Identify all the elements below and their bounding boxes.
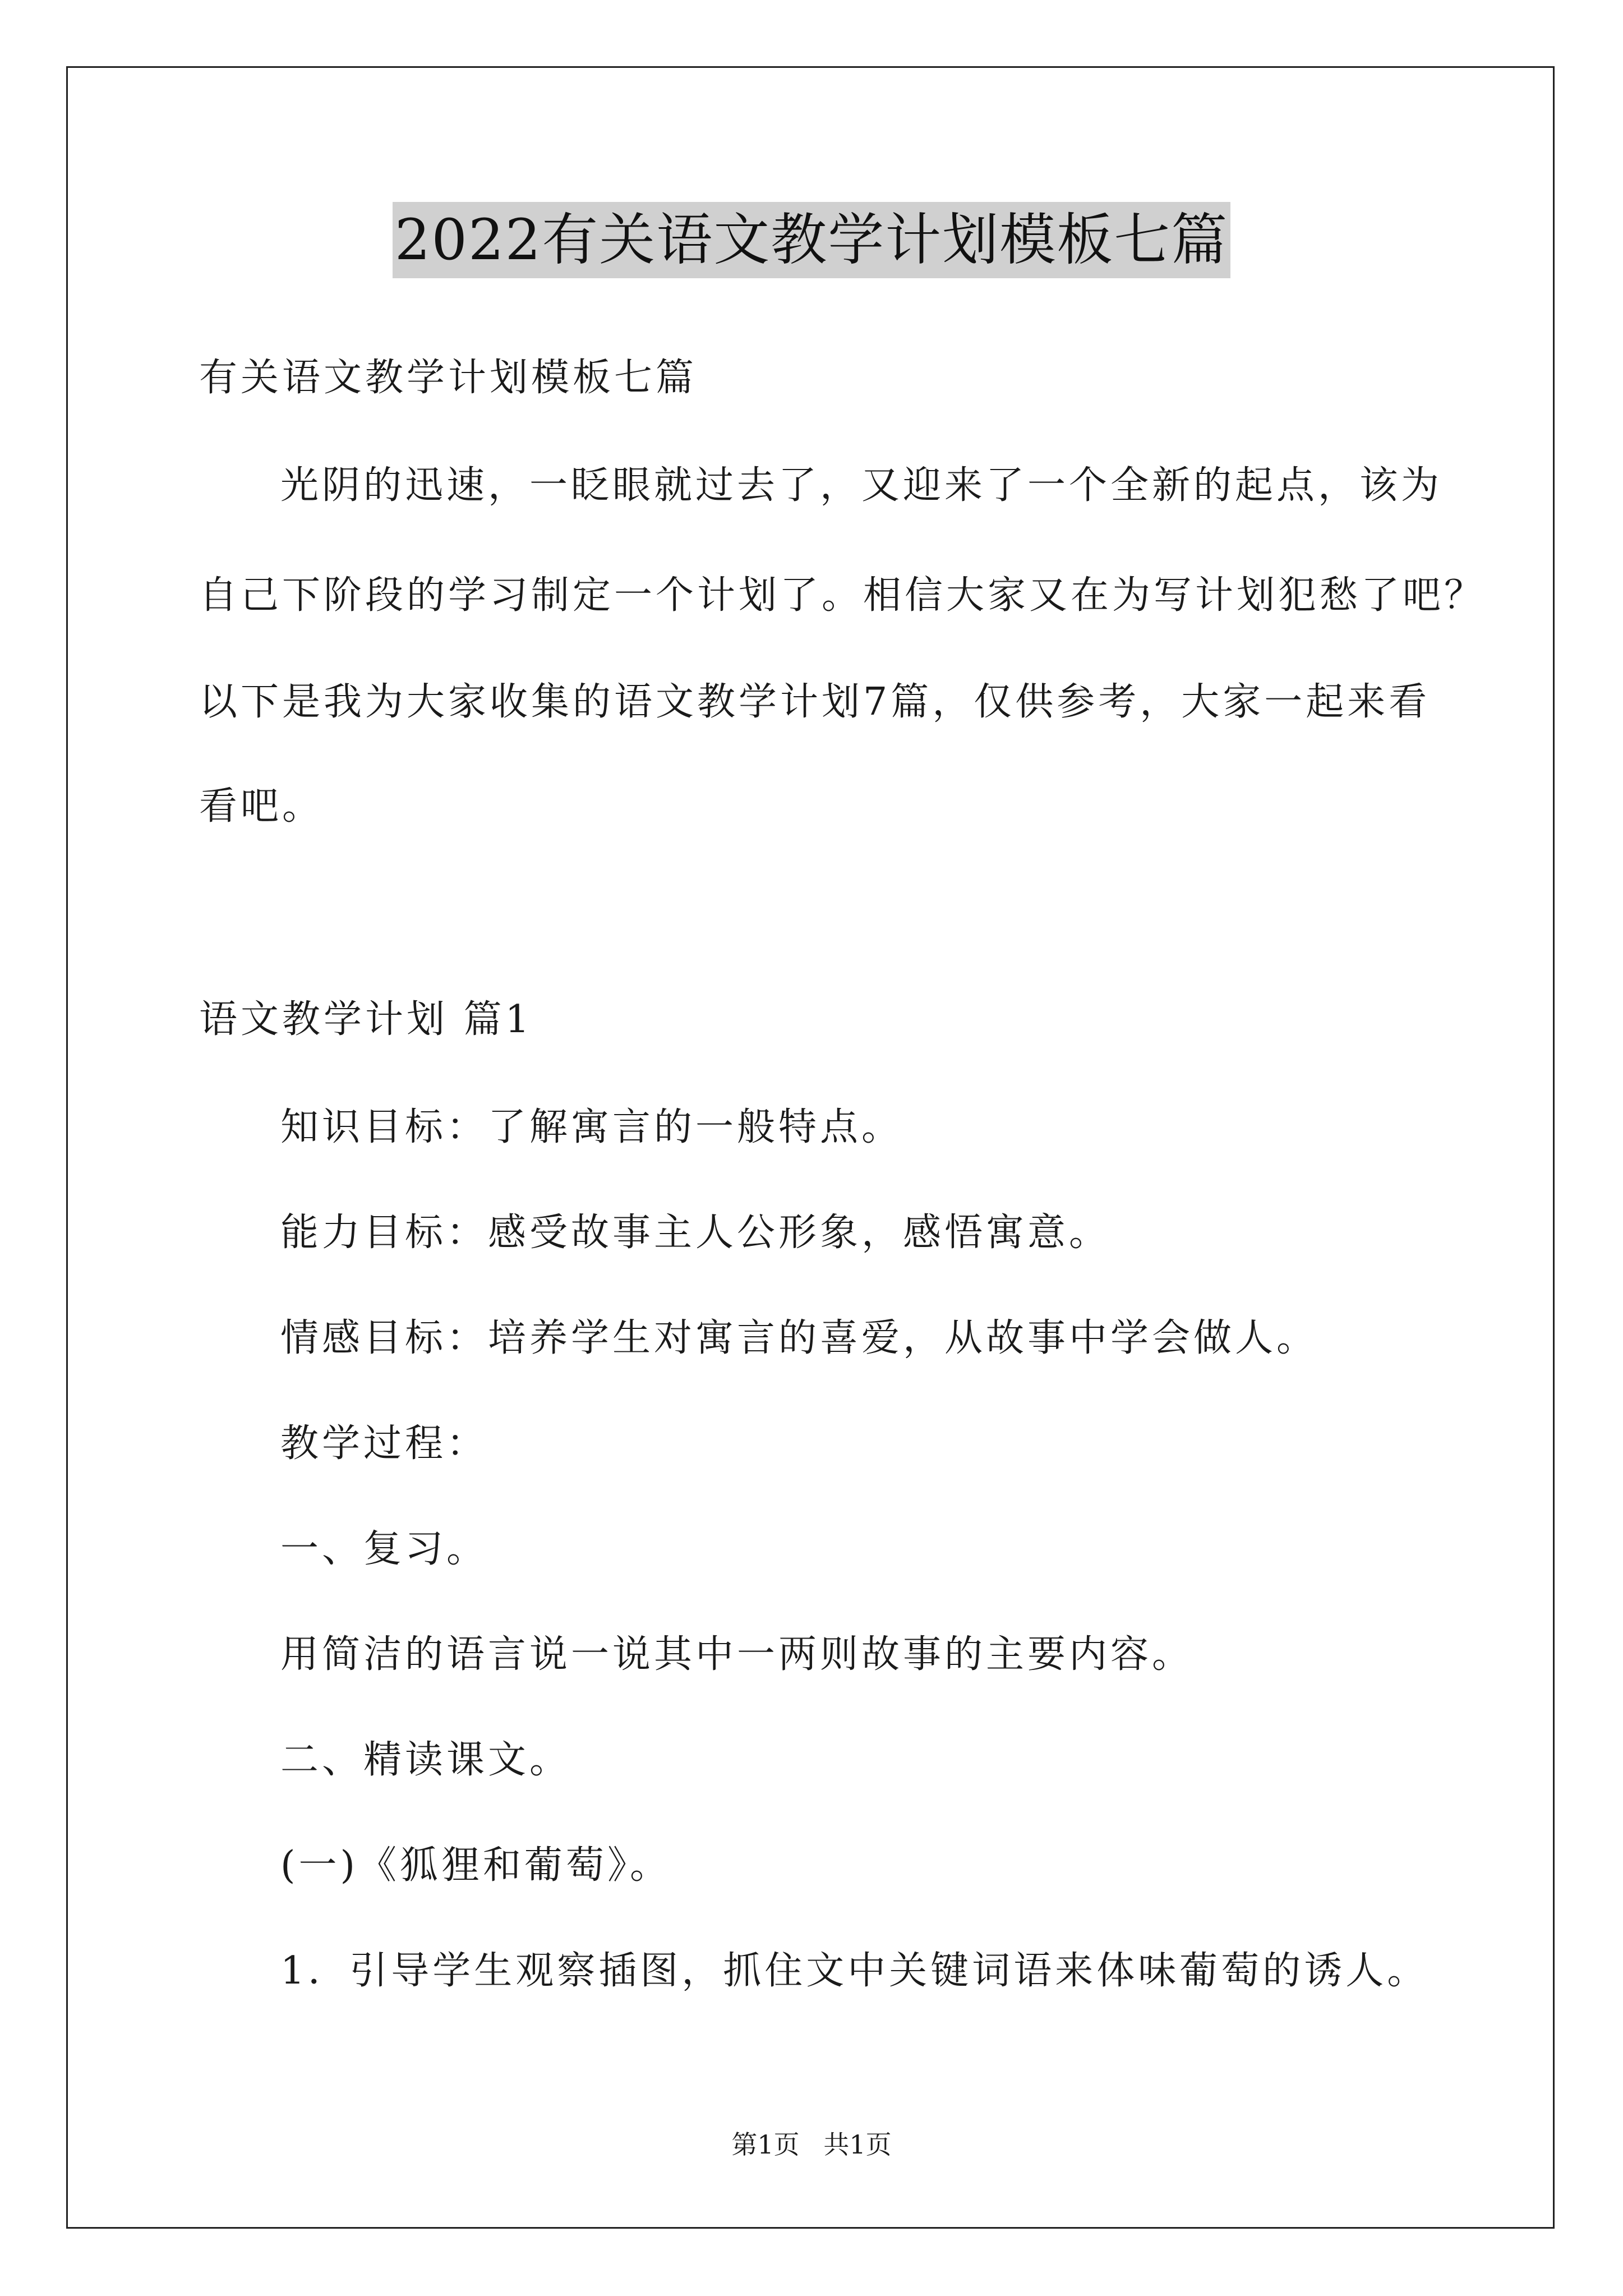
page-footer xyxy=(0,2129,1623,2160)
intro-line-3: 以下是我为大家收集的语文教学计划7篇，仅供参考，大家一起来看 xyxy=(199,680,1431,724)
section-line-ability-goal: 能力目标：感受故事主人公形象，感悟寓意。 xyxy=(280,1211,1111,1255)
intro-line-1: 光阴的迅速，一眨眼就过去了，又迎来了一个全新的起点，该为 xyxy=(280,463,1443,508)
title-container xyxy=(0,202,1623,278)
document-title: 2022有关语文教学计划模板七篇 xyxy=(393,202,1231,278)
subtitle: 有关语文教学计划模板七篇 xyxy=(199,356,698,400)
page-number-current: 第1页 xyxy=(731,2129,800,2160)
section-line-review: 一、复习。 xyxy=(280,1527,488,1571)
section-line-emotion-goal: 情感目标：培养学生对寓言的喜爱，从故事中学会做人。 xyxy=(280,1316,1318,1360)
section-line-close-reading: 二、精读课文。 xyxy=(280,1738,571,1782)
section-line-summary: 用简洁的语言说一说其中一两则故事的主要内容。 xyxy=(280,1632,1194,1677)
section-line-fox-grapes: (一)《狐狸和葡萄》。 xyxy=(280,1843,672,1888)
section-line-knowledge-goal: 知识目标：了解寓言的一般特点。 xyxy=(280,1105,903,1149)
page-number-total: 共1页 xyxy=(823,2129,892,2160)
section-heading: 语文教学计划 篇1 xyxy=(199,997,533,1042)
section-line-step-1: 1．引导学生观察插图，抓住文中关键词语来体味葡萄的诱人。 xyxy=(280,1949,1429,1993)
intro-line-4: 看吧。 xyxy=(199,784,324,829)
section-line-process: 教学过程： xyxy=(280,1421,488,1466)
intro-line-2: 自己下阶段的学习制定一个计划了。相信大家又在为写计划犯愁了吧？ xyxy=(199,573,1486,618)
